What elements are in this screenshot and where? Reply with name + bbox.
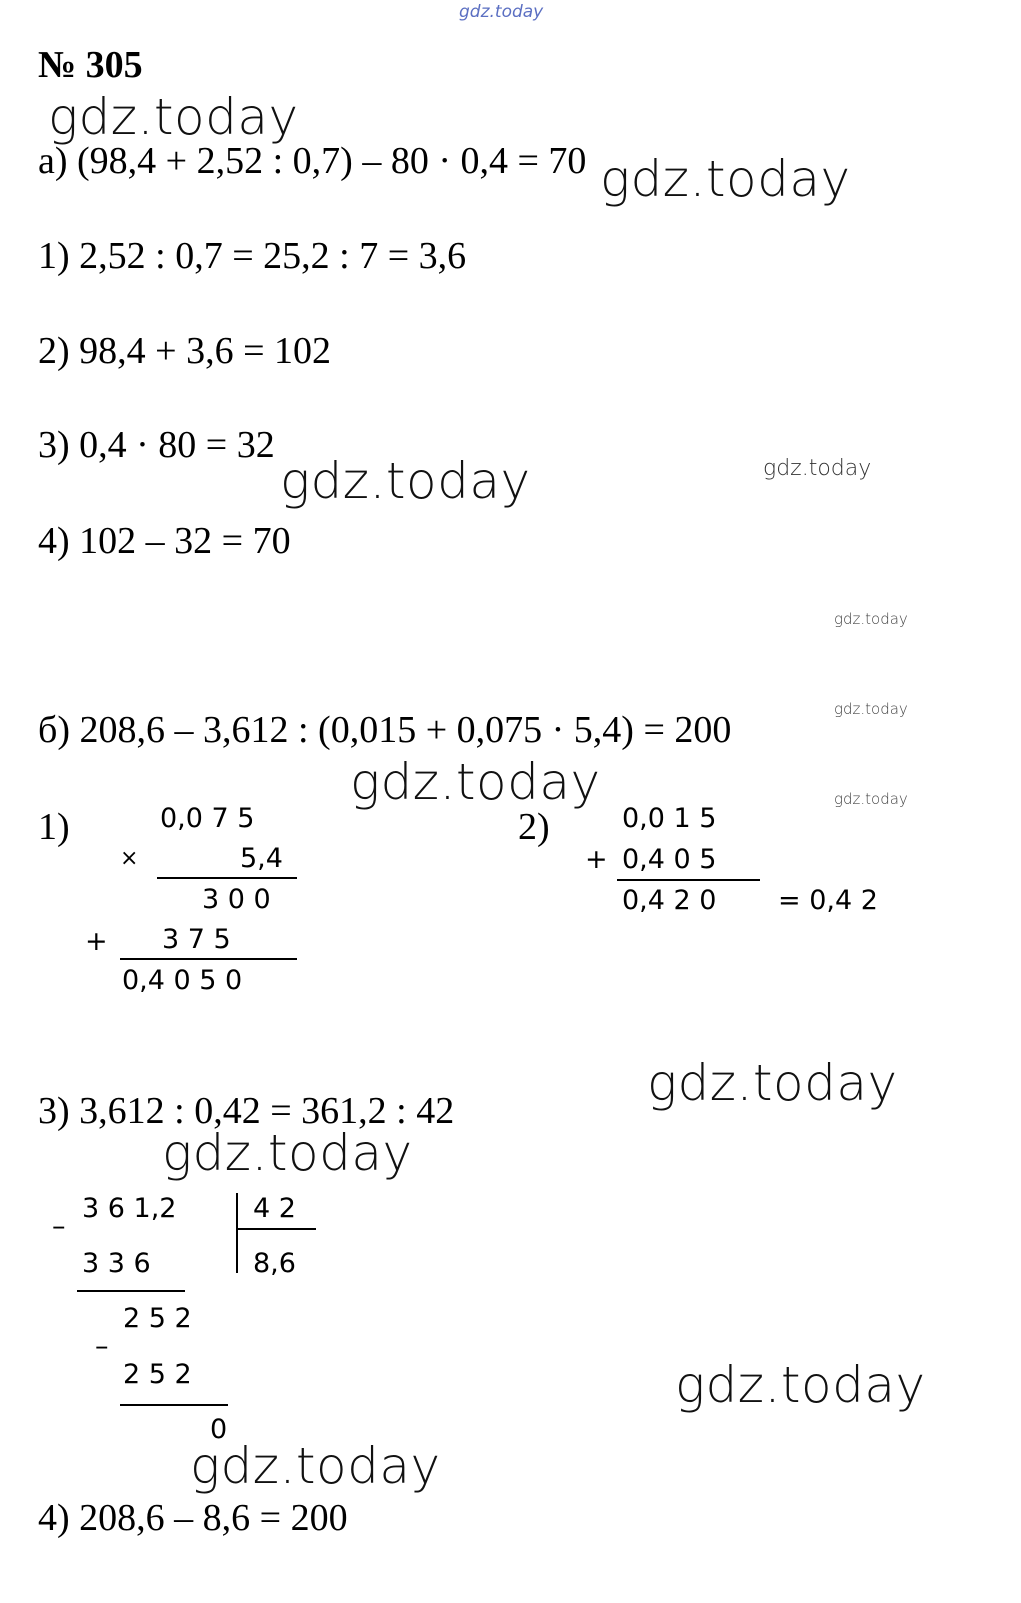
add-plus-sign: + — [585, 844, 608, 875]
header-watermark: gdz.today — [459, 2, 544, 22]
add-sum: 0,4 2 0 — [622, 885, 717, 916]
mult-line-2 — [120, 958, 297, 960]
part-a-step-1: 1) 2,52 : 0,7 = 25,2 : 7 = 3,6 — [38, 235, 467, 277]
div-minus-1: – — [52, 1211, 66, 1242]
add-addend-2: 0,4 0 5 — [622, 844, 717, 875]
part-b-step3: 3) 3,612 : 0,42 = 361,2 : 42 — [38, 1090, 455, 1132]
part-a-step-3: 3) 0,4 · 80 = 32 — [38, 424, 275, 466]
div-minus-2: – — [95, 1331, 109, 1362]
watermark-6: gdz.today — [834, 700, 908, 718]
mult-sign: × — [120, 846, 139, 871]
part-b-step4: 4) 208,6 – 8,6 = 200 — [38, 1497, 348, 1539]
div-vertical-bar — [236, 1193, 238, 1273]
mult-line-1 — [157, 877, 297, 879]
watermark-5: gdz.today — [834, 610, 908, 628]
div-line-2 — [120, 1404, 228, 1406]
watermark-12: gdz.today — [190, 1437, 441, 1495]
mult-multiplicand: 0,0 7 5 — [160, 803, 255, 834]
div-remainder-1: 2 5 2 — [123, 1303, 192, 1334]
part-b-step2-label: 2) — [518, 806, 550, 848]
add-simplified: = 0,4 2 — [778, 885, 878, 916]
div-quotient: 8,6 — [253, 1248, 296, 1279]
mult-plus-sign: + — [85, 926, 108, 957]
mult-partial-2: 3 7 5 — [162, 924, 231, 955]
watermark-11: gdz.today — [675, 1356, 926, 1414]
add-addend-1: 0,0 1 5 — [622, 803, 717, 834]
div-divisor: 4 2 — [253, 1193, 296, 1224]
watermark-7: gdz.today — [350, 753, 601, 811]
div-divisor-line — [236, 1228, 316, 1230]
mult-result: 0,4 0 5 0 — [122, 965, 243, 996]
problem-number: № 305 — [38, 44, 143, 86]
watermark-9: gdz.today — [647, 1054, 898, 1112]
watermark-10: gdz.today — [162, 1124, 413, 1182]
div-subtract-2: 2 5 2 — [123, 1359, 192, 1390]
div-subtract-1: 3 3 6 — [82, 1248, 151, 1279]
watermark-8: gdz.today — [834, 790, 908, 808]
part-b-equation: б) 208,6 – 3,612 : (0,015 + 0,075 · 5,4) = 200 — [38, 709, 732, 751]
mult-partial-1: 3 0 0 — [202, 884, 271, 915]
watermark-4: gdz.today — [763, 456, 872, 481]
div-dividend: 3 6 1,2 — [82, 1193, 177, 1224]
part-a-step-4: 4) 102 – 32 = 70 — [38, 520, 291, 562]
watermark-1: gdz.today — [48, 88, 299, 146]
mult-multiplier: 5,4 — [240, 843, 283, 874]
part-a-step-2: 2) 98,4 + 3,6 = 102 — [38, 330, 332, 372]
add-line — [617, 879, 760, 881]
div-remainder-final: 0 — [210, 1414, 228, 1445]
watermark-3: gdz.today — [280, 452, 531, 510]
part-a-equation: а) (98,4 + 2,52 : 0,7) – 80 · 0,4 = 70 — [38, 140, 587, 182]
div-line-1 — [77, 1290, 185, 1292]
watermark-2: gdz.today — [600, 150, 851, 208]
part-b-step1-label: 1) — [38, 806, 70, 848]
